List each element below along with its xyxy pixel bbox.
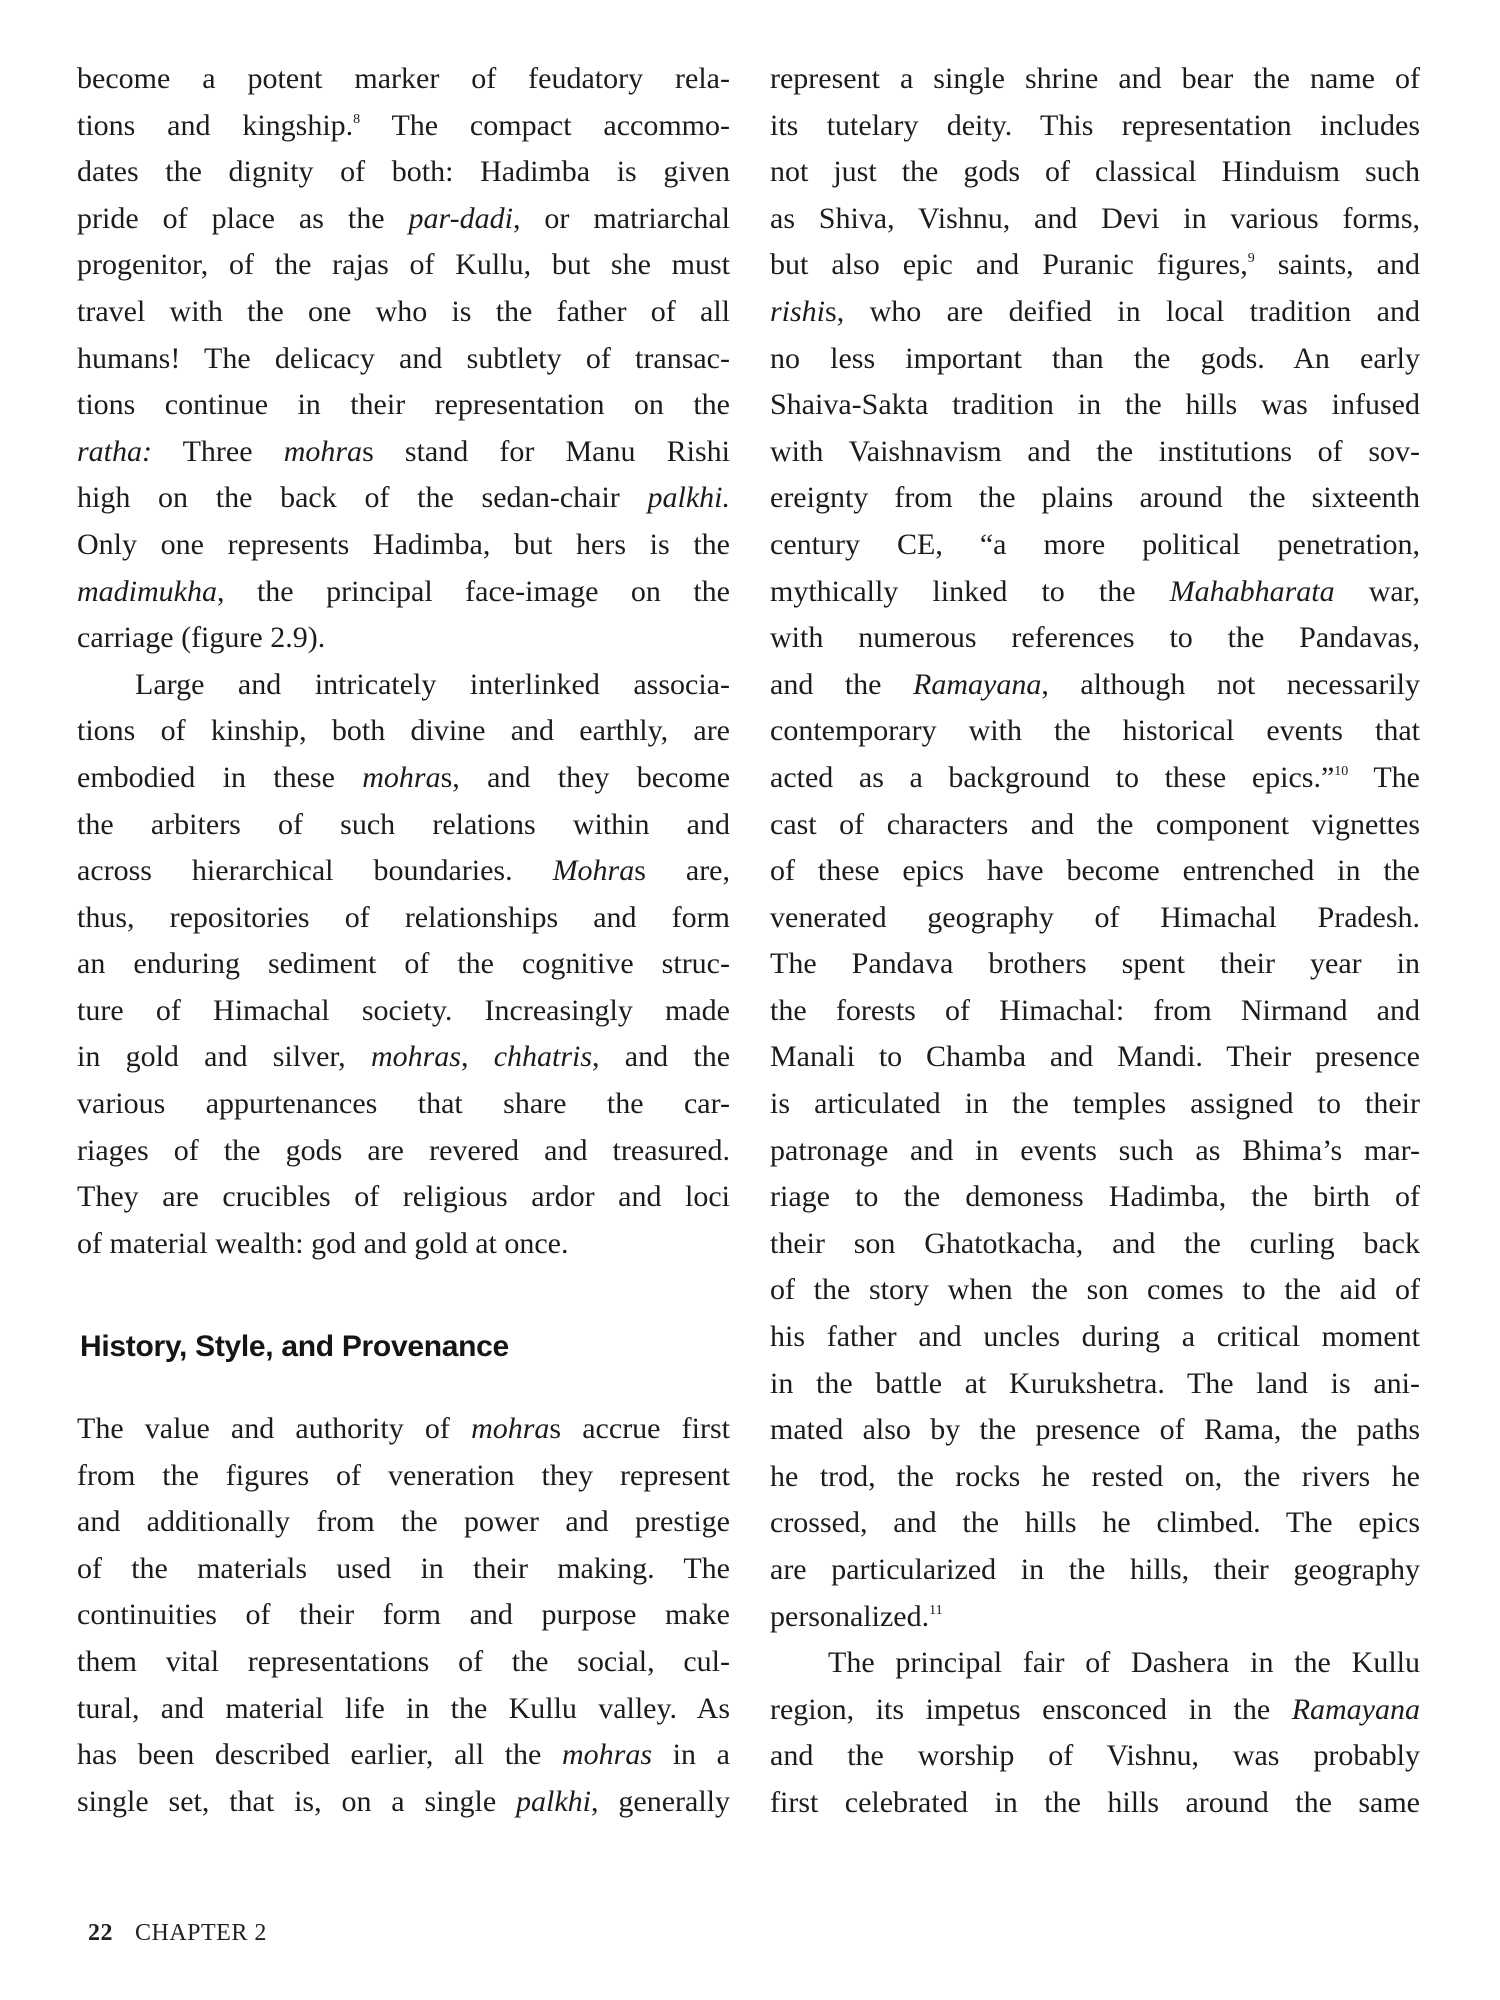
text-line: tural, and material life in the Kullu valley. As <box>77 1691 730 1725</box>
text-line: venerated geography of Himachal Pradesh. <box>770 900 1420 934</box>
text-line: embodied in these mohras, and they become <box>77 760 731 794</box>
footnote-marker[interactable]: 11 <box>929 1602 943 1618</box>
text-line: is articulated in the temples assigned to their <box>770 1087 1420 1121</box>
text-line: no less important than the gods. An early <box>770 341 1420 375</box>
text-line: are particularized in the hills, their geography <box>770 1553 1420 1586</box>
text-line: rishis, who are deified in local tradition and <box>770 294 1420 328</box>
text-line: with Vaishnavism and the institutions of sov- <box>770 434 1420 468</box>
text-line: acted as a background to these epics.”$^{10}$ The <box>770 760 1421 794</box>
text-line: of these epics have become entrenched in the <box>770 854 1420 888</box>
text-line: he trod, the rocks he rested on, the rivers he <box>770 1459 1420 1493</box>
text-line: ture of Himachal society. Increasingly made <box>77 993 730 1027</box>
text-line: mythically linked to the Mahabharata war, <box>770 574 1420 608</box>
text-line: has been described earlier, all the mohras in a <box>77 1738 730 1772</box>
paragraph <box>77 56 730 662</box>
text-line: the forests of Himachal: from Nirmand and <box>770 993 1420 1027</box>
text-line: crossed, and the hills he climbed. The epics <box>770 1506 1420 1540</box>
text-line: of the story when the son comes to the aid of <box>770 1273 1420 1307</box>
left-column <box>77 56 730 1267</box>
text-line: and additionally from the power and prestige <box>77 1505 730 1539</box>
footnote-marker[interactable]: 9 <box>1247 251 1255 267</box>
text-line: region, its impetus ensconced in the Ramayana <box>770 1692 1420 1726</box>
text-line: become a potent marker of feudatory rela- <box>77 62 730 95</box>
right-column <box>770 56 1420 1827</box>
text-line: its tutelary deity. This representation includes <box>770 108 1420 142</box>
text-line: ereignty from the plains around the sixteenth <box>770 481 1420 515</box>
text-line: ratha: Three mohras stand for Manu Rishi <box>77 434 731 468</box>
text-line: riages of the gods are revered and treasured. <box>77 1133 730 1167</box>
italic-term: palkhi. <box>647 481 730 515</box>
text-line: thus, repositories of relationships and form <box>77 900 730 934</box>
text-line: single set, that is, on a single palkhi, generally <box>77 1784 730 1818</box>
text-line: tions and kingship.$^8$ The compact accommo- <box>77 108 730 142</box>
text-line: high on the back of the sedan-chair palkhi. <box>77 481 730 515</box>
text-line: personalized.$^{11}$ <box>770 1599 943 1633</box>
text-line: their son Ghatotkacha, and the curling back <box>770 1226 1420 1260</box>
text-line: of the materials used in their making. The <box>77 1551 730 1585</box>
italic-term: Mohra <box>552 854 635 888</box>
text-line: from the figures of veneration they represent <box>77 1458 730 1492</box>
text-line: Manali to Chamba and Mandi. Their presence <box>770 1040 1420 1074</box>
italic-term: Mahabharata <box>1169 574 1335 608</box>
text-line: across hierarchical boundaries. Mohras are, <box>77 854 730 888</box>
text-line: of material wealth: god and gold at once. <box>77 1226 569 1260</box>
text-line: continuities of their form and purpose make <box>77 1598 730 1632</box>
text-line: Only one represents Hadimba, but hers is the <box>77 527 730 561</box>
text-line: and the worship of Vishnu, was probably <box>770 1739 1420 1773</box>
section-heading: History, Style, and Provenance <box>80 1330 509 1363</box>
text-line: in the battle at Kurukshetra. The land is ani- <box>770 1366 1420 1400</box>
italic-term: mohra <box>471 1412 550 1445</box>
text-line: The Pandava brothers spent their year in <box>770 947 1420 981</box>
text-line: not just the gods of classical Hinduism such <box>770 155 1420 189</box>
text-line: contemporary with the historical events that <box>770 714 1420 748</box>
text-line: represent a single shrine and bear the name of <box>770 62 1420 95</box>
footnote-marker[interactable]: 8 <box>353 111 361 127</box>
text-line: century CE, “a more political penetration, <box>770 527 1420 561</box>
text-line: in gold and silver, mohras, chhatris, and the <box>77 1040 731 1074</box>
text-line: as Shiva, Vishnu, and Devi in various forms, <box>770 201 1420 235</box>
text-line: The principal fair of Dashera in the Kullu <box>828 1646 1420 1680</box>
italic-term: mohras <box>370 1040 461 1074</box>
text-line: madimukha, the principal face-image on the <box>77 574 730 608</box>
text-line: cast of characters and the component vignettes <box>770 807 1420 841</box>
page-number: 22 <box>88 1920 113 1946</box>
text-line: travel with the one who is the father of all <box>77 294 730 328</box>
running-footer: CHAPTER 2 <box>135 1920 267 1946</box>
italic-term: mohra <box>362 760 441 794</box>
italic-term: ratha: <box>77 434 152 468</box>
text-line: Large and intricately interlinked associa- <box>135 667 730 701</box>
italic-term: palkhi <box>516 1784 592 1818</box>
italic-term: mohras <box>562 1738 653 1772</box>
text-line: tions of kinship, both divine and earthly, are <box>77 714 730 748</box>
text-line: tions continue in their representation on the <box>77 388 730 422</box>
text-line: The value and authority of mohras accrue first <box>77 1412 730 1445</box>
italic-term: Ramayana <box>1291 1692 1420 1726</box>
text-line: pride of place as the par-dadi, or matriarchal <box>77 201 730 235</box>
paragraph <box>770 1640 1420 1826</box>
italic-term: mohra <box>283 434 363 468</box>
left-column-continued <box>77 1406 730 1825</box>
text-line: first celebrated in the hills around the same <box>770 1785 1420 1819</box>
paragraph <box>77 662 730 1268</box>
text-line: but also epic and Puranic figures,$^9$ saints, and <box>770 248 1420 282</box>
text-line: They are crucibles of religious ardor and loci <box>77 1180 730 1214</box>
italic-term: chhatris <box>493 1040 593 1074</box>
paragraph <box>770 56 1420 1640</box>
text-line: mated also by the presence of Rama, the paths <box>770 1413 1420 1447</box>
footnote-marker[interactable]: 10 <box>1334 763 1349 779</box>
italic-term: rishi <box>770 294 826 328</box>
paragraph <box>77 1406 730 1825</box>
text-line: riage to the demoness Hadimba, the birth of <box>770 1180 1420 1214</box>
text-line: carriage (figure 2.9). <box>77 621 326 655</box>
text-line: the arbiters of such relations within and <box>77 807 730 841</box>
text-line: his father and uncles during a critical moment <box>770 1320 1420 1354</box>
italic-term: madimukha <box>77 574 217 608</box>
text-line: dates the dignity of both: Hadimba is given <box>77 155 730 189</box>
text-line: humans! The delicacy and subtlety of transac- <box>77 341 730 375</box>
text-line: an enduring sediment of the cognitive struc- <box>77 947 730 981</box>
text-line: patronage and in events such as Bhima’s mar- <box>770 1133 1420 1167</box>
text-line: them vital representations of the social, cul- <box>77 1644 730 1678</box>
italic-term: Ramayana <box>913 667 1042 701</box>
text-line: and the Ramayana, although not necessarily <box>770 667 1421 701</box>
page-footer <box>88 1920 267 1947</box>
text-line: Shaiva-Sakta tradition in the hills was infused <box>770 388 1420 422</box>
text-line: with numerous references to the Pandavas, <box>770 621 1420 655</box>
italic-term: par-dadi <box>408 201 513 235</box>
text-line: progenitor, of the rajas of Kullu, but she must <box>77 248 730 282</box>
text-line: various appurtenances that share the car- <box>77 1087 730 1121</box>
